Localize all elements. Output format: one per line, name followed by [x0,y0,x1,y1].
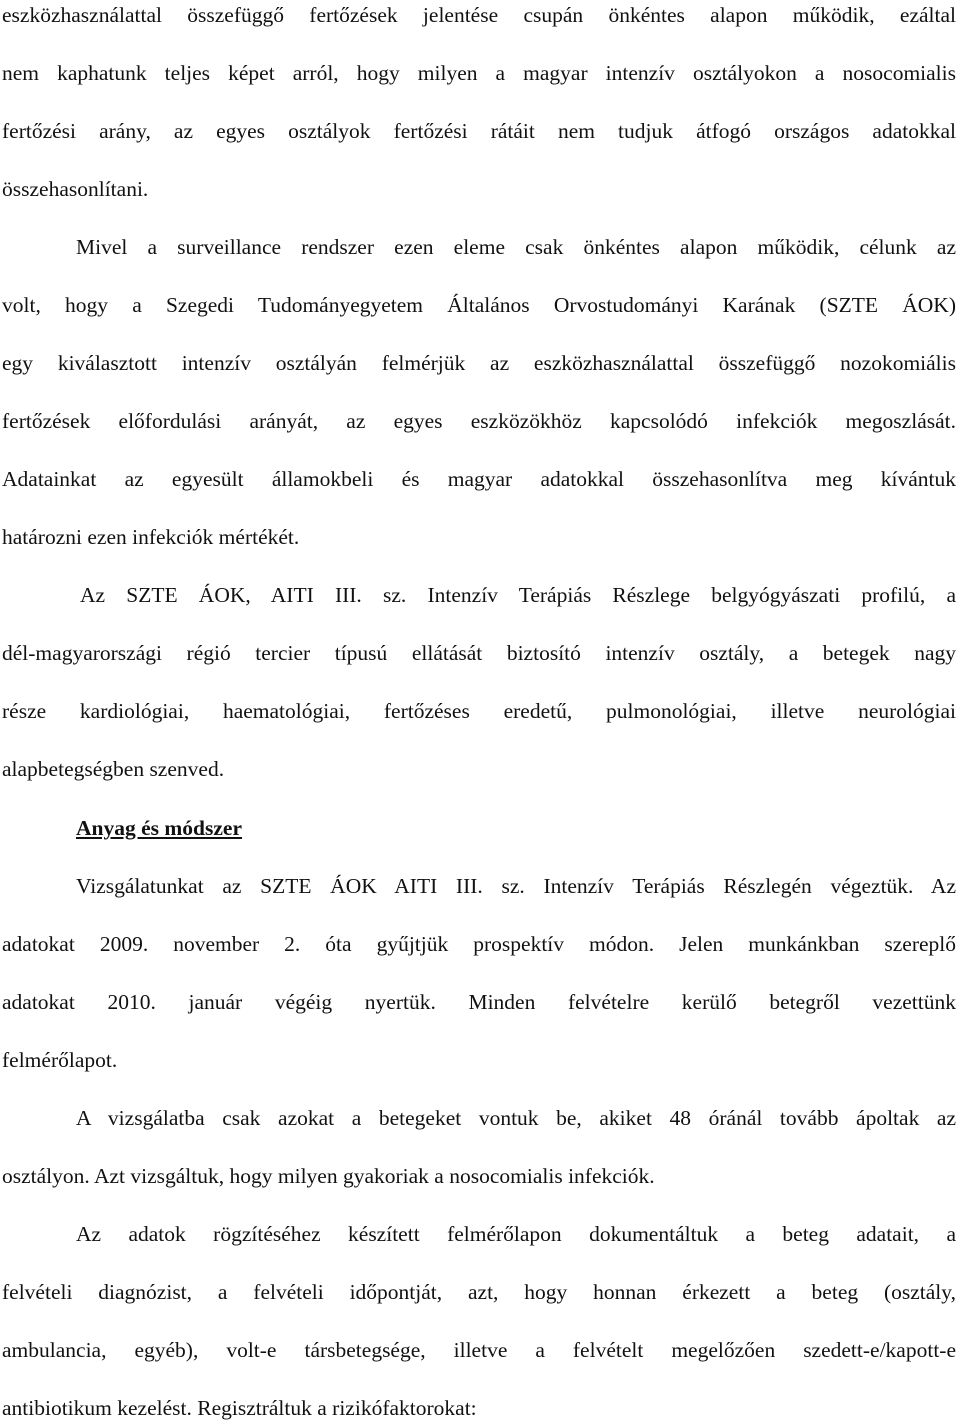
text-line: egy kiválasztott intenzív osztályán felmérjük az eszközhasználattal összefüggő nozokomiális [2,351,956,375]
text-line: eszközhasználattal összefüggő fertőzések jelentése csupán önkéntes alapon működik, ezáltal [2,3,956,27]
text-line: Az SZTE ÁOK, AITI III. sz. Intenzív Terápiás Részlege belgyógyászati profilú, a [80,583,956,607]
section-heading: Anyag és módszer [76,816,243,840]
text-line: része kardiológiai, haematológiai, fertőzéses eredetű, pulmonológiai, illetve neurológiai [2,699,956,723]
text-line: osztályon. Azt vizsgáltuk, hogy milyen gyakoriak a nosocomialis infekciók. [2,1164,655,1188]
text-line: volt, hogy a Szegedi Tudományegyetem Általános Orvostudományi Karának (SZTE ÁOK) [2,293,956,317]
text-line: felmérőlapot. [2,1048,118,1072]
text-line: határozni ezen infekciók mértékét. [2,525,300,549]
text-line: nem kaphatunk teljes képet arról, hogy milyen a magyar intenzív osztályokon a nosocomialis [2,61,956,85]
text-line: A vizsgálatba csak azokat a betegeket vontuk be, akiket 48 óránál tovább ápoltak az [76,1106,956,1130]
text-line: alapbetegségben szenved. [2,757,225,781]
text-line: felvételi diagnózist, a felvételi időpontját, azt, hogy honnan érkezett a beteg (osztály, [2,1280,956,1304]
text-line: fertőzési arány, az egyes osztályok fertőzési rátáit nem tudjuk átfogó országos adatokkal [2,119,956,143]
text-line: ambulancia, egyéb), volt-e társbetegsége, illetve a felvételt megelőzően szedett-e/kapott-e [2,1338,956,1362]
text-line: dél-magyarországi régió tercier típusú ellátását biztosító intenzív osztály, a betegek nagy [2,641,956,665]
text-line: Vizsgálatunkat az SZTE ÁOK AITI III. sz. Intenzív Terápiás Részlegén végeztük. Az [76,874,956,898]
text-line: fertőzések előfordulási arányát, az egyes eszközökhöz kapcsolódó infekciók megoszlását. [2,409,956,433]
text-line: összehasonlítani. [2,177,149,201]
text-line: Adatainkat az egyesült államokbeli és magyar adatokkal összehasonlítva meg kívántuk [2,467,956,491]
text-line: adatokat 2009. november 2. óta gyűjtjük prospektív módon. Jelen munkánkban szereplő [2,932,956,956]
text-line: Az adatok rögzítéséhez készített felmérőlapon dokumentáltuk a beteg adatait, a [76,1222,956,1246]
text-line: adatokat 2010. január végéig nyertük. Minden felvételre kerülő betegről vezettünk [2,990,956,1014]
text-line: antibiotikum kezelést. Regisztráltuk a rizikófaktorokat: [2,1396,477,1420]
text-line: Mivel a surveillance rendszer ezen eleme csak önkéntes alapon működik, célunk az [76,235,956,259]
